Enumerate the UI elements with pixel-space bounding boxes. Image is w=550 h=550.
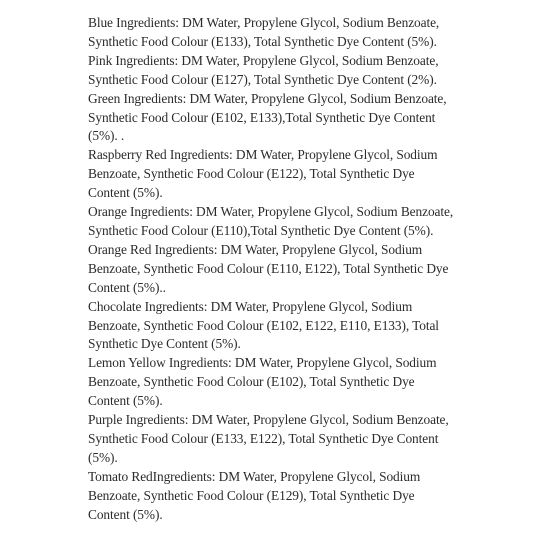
lemon-yellow-ingredients-paragraph: Lemon Yellow Ingredients: DM Water, Propylene Glycol, Sodium Benzoate, Synthetic Food Colour (E102), Total Synthetic Dye Content (5%). <box>88 355 437 409</box>
raspberry-red-ingredients-paragraph: Raspberry Red Ingredients: DM Water, Propylene Glycol, Sodium Benzoate, Synthetic Food Colour (E122), Total Synthetic Dye Content (5%). <box>88 147 438 201</box>
tomato-red-ingredients-paragraph: Tomato RedIngredients: DM Water, Propylene Glycol, Sodium Benzoate, Synthetic Food Colour (E129), Total Synthetic Dye Content (5%). <box>88 468 421 522</box>
blue-ingredients-paragraph: Blue Ingredients: DM Water, Propylene Glycol, Sodium Benzoate, Synthetic Food Colour (E133), Total Synthetic Dye Content (5%). <box>88 15 440 49</box>
pink-ingredients-paragraph: Pink Ingredients: DM Water, Propylene Glycol, Sodium Benzoate, Synthetic Food Colour (E127), Total Synthetic Dye Content (2%). <box>88 52 439 87</box>
chocolate-ingredients-paragraph: Chocolate Ingredients: DM Water, Propylene Glycol, Sodium Benzoate, Synthetic Food Colour (E102, E122, E110, E133), Total Synthetic Dye Content (5%). <box>88 298 439 352</box>
ingredients-document <box>88 14 498 524</box>
green-ingredients-paragraph: Green Ingredients: DM Water, Propylene Glycol, Sodium Benzoate, Synthetic Food Colour (E102, E133),Total Synthetic Dye Content (5%). . <box>88 90 447 144</box>
orange-red-ingredients-paragraph: Orange Red Ingredients: DM Water, Propylene Glycol, Sodium Benzoate, Synthetic Food Colour (E110, E122), Total Synthetic Dye Content (5%).. <box>88 241 449 295</box>
orange-ingredients-paragraph: Orange Ingredients: DM Water, Propylene Glycol, Sodium Benzoate, Synthetic Food Colour (E110),Total Synthetic Dye Content (5%). <box>88 204 454 238</box>
purple-ingredients-paragraph: Purple Ingredients: DM Water, Propylene Glycol, Sodium Benzoate, Synthetic Food Colour (E133, E122), Total Synthetic Dye Content (5%). <box>88 412 449 465</box>
